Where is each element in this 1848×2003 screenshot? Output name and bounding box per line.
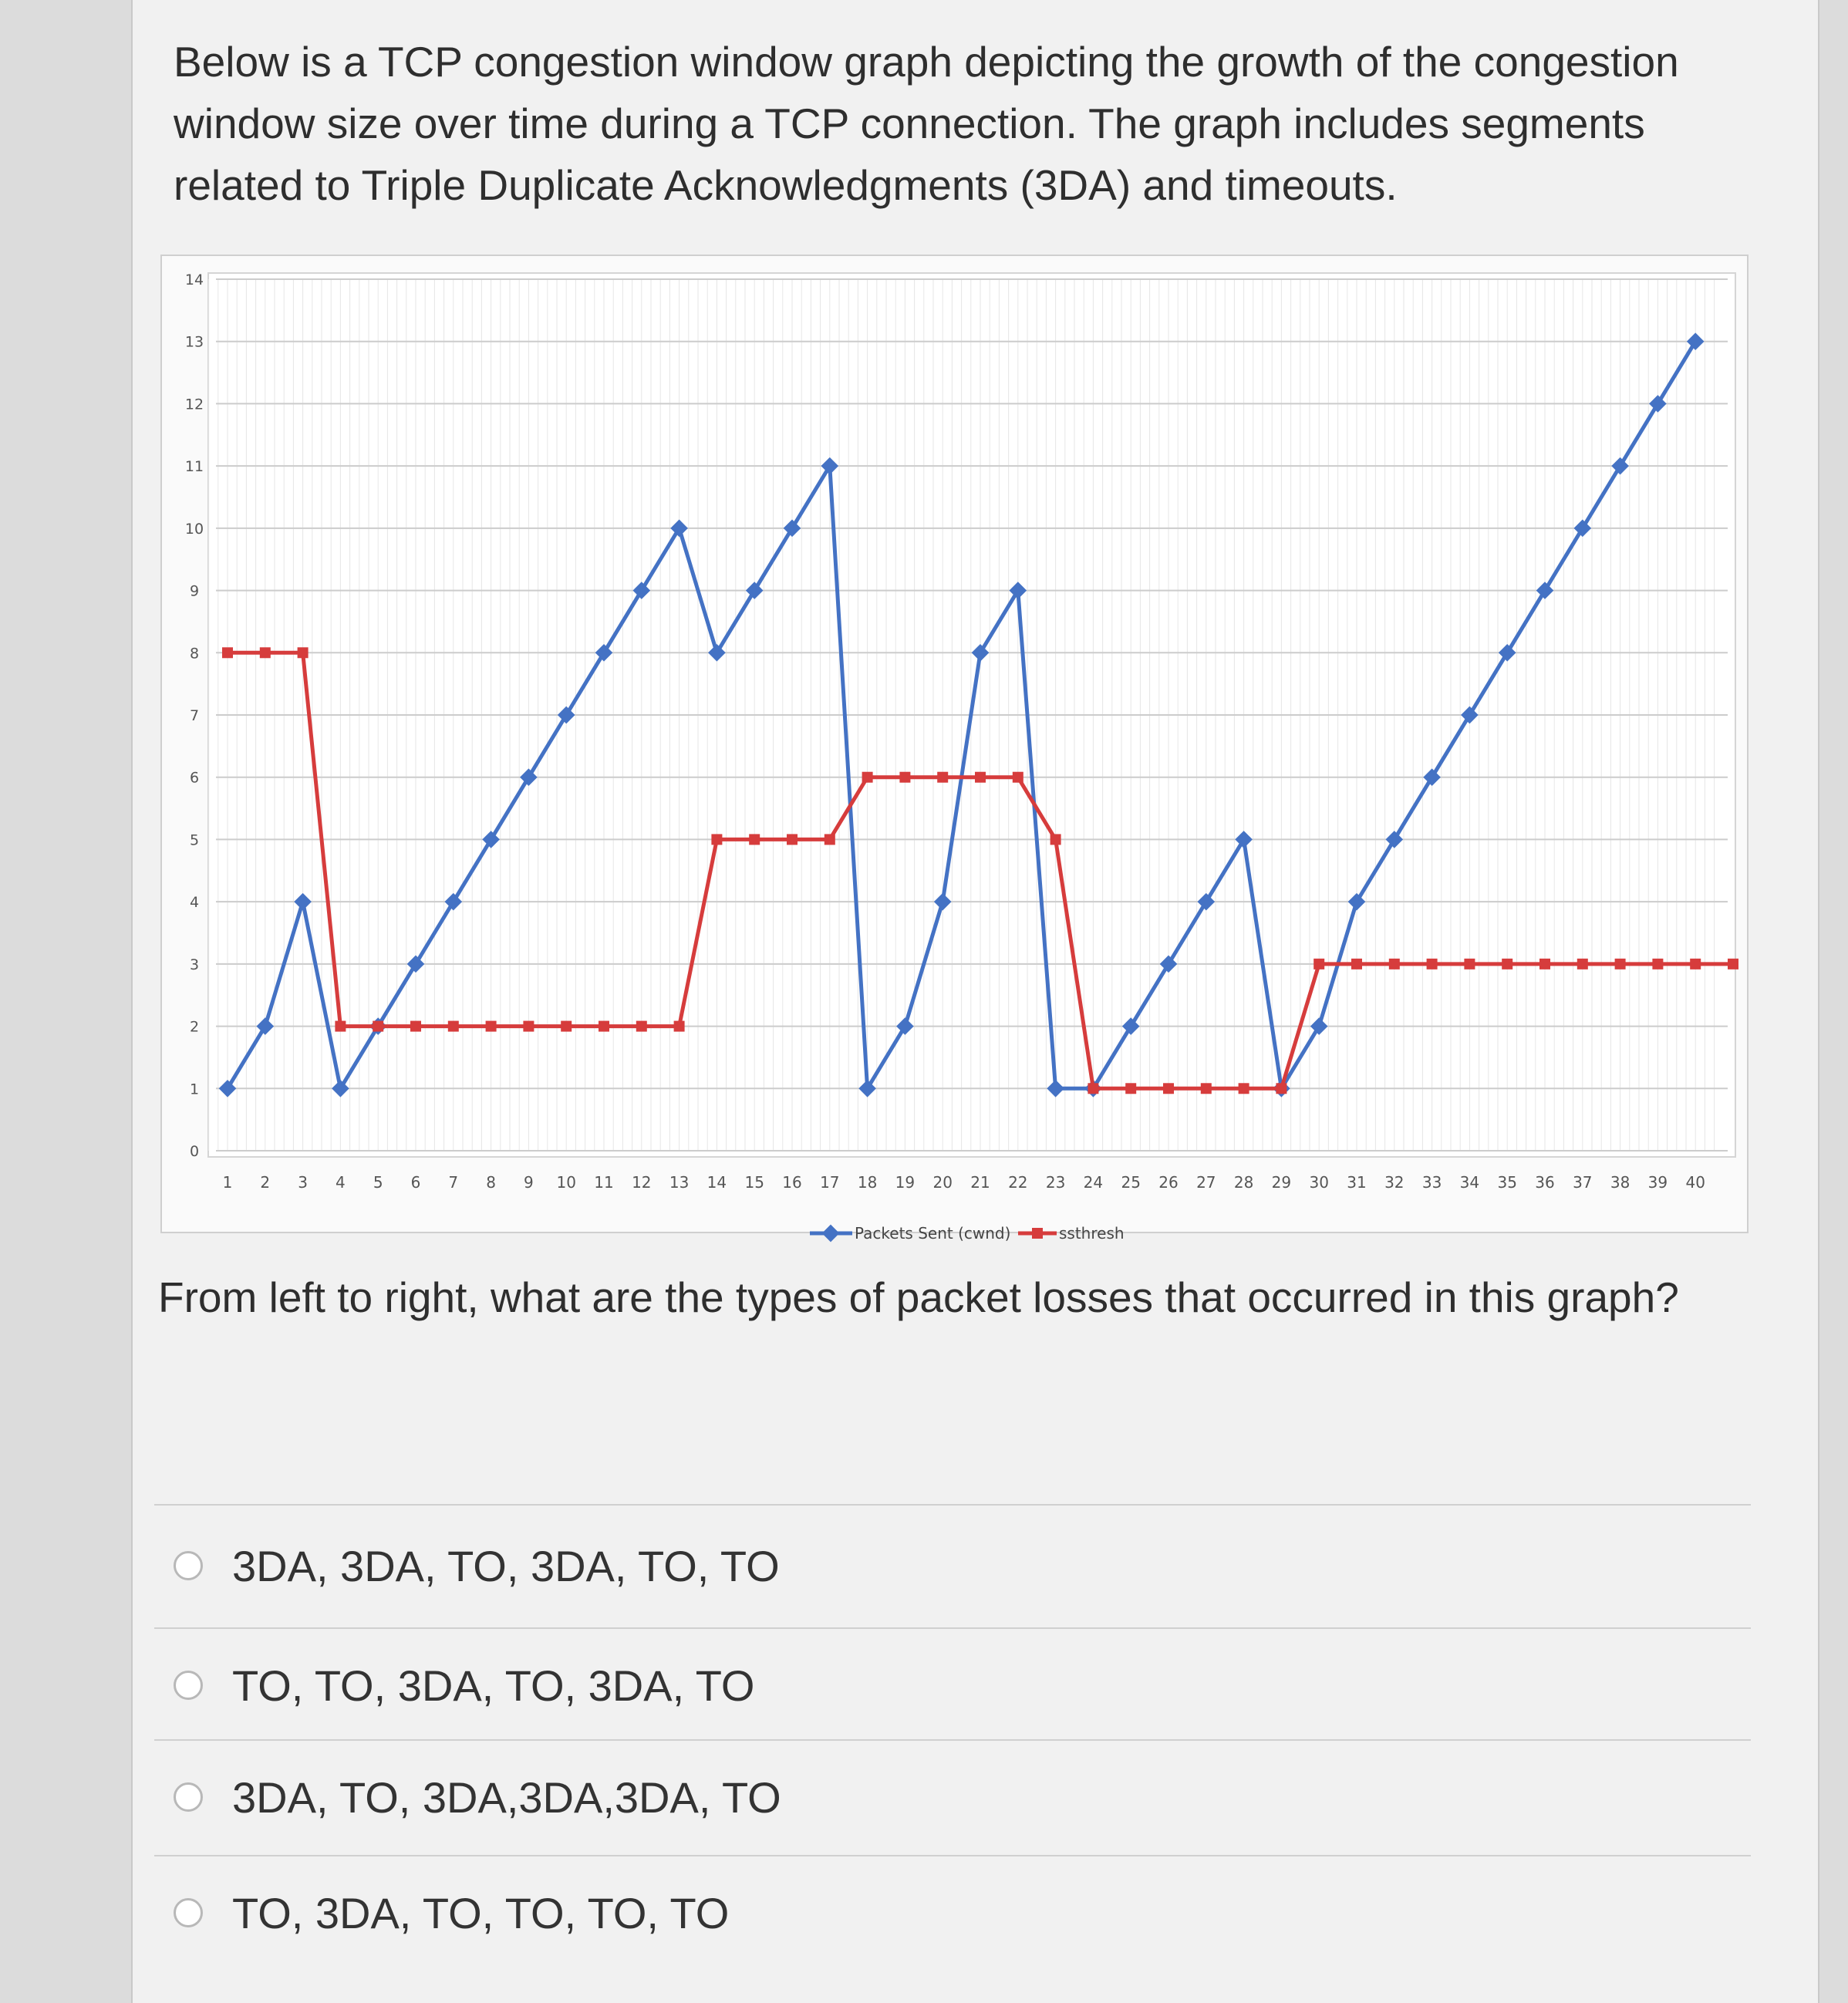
data-point-ssthresh <box>1464 959 1475 969</box>
x-tick-label: 19 <box>895 1173 916 1192</box>
y-tick-label: 12 <box>184 396 204 413</box>
option-label: TO, TO, 3DA, TO, 3DA, TO <box>232 1661 755 1710</box>
data-point-ssthresh <box>711 834 722 845</box>
option-3[interactable] <box>174 1770 781 1824</box>
x-tick-label: 14 <box>706 1173 727 1192</box>
x-tick-label: 18 <box>857 1173 878 1192</box>
x-tick-label: 5 <box>373 1173 383 1192</box>
x-tick-label: 3 <box>298 1173 308 1192</box>
x-tick-label: 12 <box>632 1173 652 1192</box>
x-tick-label: 16 <box>782 1173 802 1192</box>
data-point-ssthresh <box>1276 1083 1287 1094</box>
x-tick-label: 13 <box>669 1173 690 1192</box>
radio-button[interactable] <box>174 1898 203 1927</box>
x-tick-label: 31 <box>1347 1173 1367 1192</box>
y-tick-label: 13 <box>184 333 204 351</box>
x-tick-label: 9 <box>524 1173 534 1192</box>
x-tick-label: 21 <box>970 1173 990 1192</box>
cwnd-chart <box>162 256 1747 1243</box>
data-point-ssthresh <box>1577 959 1588 969</box>
data-point-ssthresh <box>862 772 873 783</box>
question-intro: Below is a TCP congestion window graph depicting the growth of the congestion window size over time during a TCP connection. The graph includes segments related to Triple Duplicate Acknowledgments (3DA) and timeouts. <box>174 38 1679 209</box>
y-tick-label: 5 <box>189 831 200 849</box>
x-tick-label: 40 <box>1685 1173 1705 1192</box>
separator <box>154 1855 1751 1856</box>
legend-label-cwnd: Packets Sent (cwnd) <box>855 1224 1011 1243</box>
x-tick-label: 6 <box>410 1173 421 1192</box>
legend-marker-ssthresh <box>1032 1228 1043 1239</box>
x-tick-label: 7 <box>448 1173 459 1192</box>
x-tick-label: 20 <box>932 1173 953 1192</box>
x-tick-label: 35 <box>1497 1173 1517 1192</box>
data-point-ssthresh <box>1427 959 1438 969</box>
x-tick-label: 23 <box>1045 1173 1066 1192</box>
data-point-ssthresh <box>636 1021 647 1032</box>
radio-button[interactable] <box>174 1782 203 1812</box>
data-point-ssthresh <box>1239 1083 1249 1094</box>
x-tick-label: 34 <box>1459 1173 1480 1192</box>
x-tick-label: 29 <box>1271 1173 1292 1192</box>
radio-button[interactable] <box>174 1671 203 1700</box>
x-tick-label: 36 <box>1535 1173 1555 1192</box>
y-tick-label: 1 <box>189 1081 200 1098</box>
legend-label-ssthresh: ssthresh <box>1059 1224 1125 1243</box>
x-tick-label: 28 <box>1233 1173 1254 1192</box>
data-point-ssthresh <box>1539 959 1550 969</box>
x-tick-label: 26 <box>1158 1173 1179 1192</box>
x-tick-label: 17 <box>820 1173 840 1192</box>
y-tick-label: 9 <box>189 582 200 600</box>
question-prompt: From left to right, what are the types of packet losses that occurred in this graph? <box>158 1273 1679 1321</box>
data-point-ssthresh <box>561 1021 572 1032</box>
data-point-ssthresh <box>1652 959 1663 969</box>
data-point-ssthresh <box>1163 1083 1174 1094</box>
option-label: TO, 3DA, TO, TO, TO, TO <box>232 1888 730 1937</box>
data-point-ssthresh <box>298 647 309 658</box>
x-tick-label: 15 <box>744 1173 764 1192</box>
data-point-ssthresh <box>1013 772 1023 783</box>
data-point-ssthresh <box>523 1021 534 1032</box>
y-tick-label: 8 <box>189 645 200 663</box>
option-label: 3DA, 3DA, TO, 3DA, TO, TO <box>232 1541 780 1590</box>
chart-container <box>160 255 1749 1243</box>
x-tick-label: 10 <box>556 1173 576 1192</box>
radio-button[interactable] <box>174 1551 203 1580</box>
data-point-ssthresh <box>1125 1083 1136 1094</box>
data-point-ssthresh <box>1389 959 1400 969</box>
data-point-ssthresh <box>410 1021 421 1032</box>
separator <box>154 1504 1751 1506</box>
y-tick-label: 3 <box>189 956 200 973</box>
data-point-ssthresh <box>937 772 948 783</box>
option-1[interactable] <box>174 1539 780 1593</box>
y-tick-label: 10 <box>184 520 204 538</box>
option-label: 3DA, TO, 3DA,3DA,3DA, TO <box>232 1772 781 1822</box>
x-tick-label: 27 <box>1196 1173 1216 1192</box>
data-point-ssthresh <box>1201 1083 1212 1094</box>
x-tick-label: 38 <box>1610 1173 1630 1192</box>
x-tick-label: 22 <box>1008 1173 1028 1192</box>
y-tick-label: 14 <box>184 271 204 288</box>
data-point-ssthresh <box>674 1021 685 1032</box>
data-point-ssthresh <box>486 1021 497 1032</box>
data-point-ssthresh <box>599 1021 609 1032</box>
x-tick-label: 8 <box>486 1173 496 1192</box>
x-tick-label: 24 <box>1083 1173 1104 1192</box>
x-tick-label: 30 <box>1309 1173 1329 1192</box>
x-tick-label: 33 <box>1421 1173 1442 1192</box>
y-tick-label: 2 <box>189 1018 200 1036</box>
x-tick-label: 2 <box>260 1173 271 1192</box>
data-point-ssthresh <box>1351 959 1362 969</box>
data-point-ssthresh <box>1690 959 1701 969</box>
data-point-ssthresh <box>335 1021 346 1032</box>
data-point-ssthresh <box>1615 959 1626 969</box>
y-tick-label: 11 <box>184 458 204 476</box>
x-tick-label: 32 <box>1384 1173 1405 1192</box>
option-4[interactable] <box>174 1886 729 1940</box>
data-point-ssthresh <box>448 1021 459 1032</box>
x-tick-label: 37 <box>1573 1173 1593 1192</box>
y-tick-label: 4 <box>189 894 200 912</box>
data-point-ssthresh <box>1728 959 1738 969</box>
data-point-ssthresh <box>1502 959 1512 969</box>
x-tick-label: 1 <box>222 1173 233 1192</box>
x-tick-label: 11 <box>594 1173 614 1192</box>
x-tick-label: 25 <box>1121 1173 1141 1192</box>
data-point-ssthresh <box>1088 1083 1098 1094</box>
data-point-ssthresh <box>825 834 835 845</box>
x-tick-label: 39 <box>1647 1173 1668 1192</box>
y-tick-label: 7 <box>189 707 200 724</box>
separator <box>154 1739 1751 1741</box>
data-point-ssthresh <box>787 834 798 845</box>
data-point-ssthresh <box>260 647 271 658</box>
option-2[interactable] <box>174 1658 754 1712</box>
data-point-ssthresh <box>749 834 760 845</box>
data-point-ssthresh <box>373 1021 383 1032</box>
separator <box>154 1627 1751 1629</box>
y-tick-label: 6 <box>189 769 200 787</box>
data-point-ssthresh <box>222 647 233 658</box>
data-point-ssthresh <box>899 772 910 783</box>
data-point-ssthresh <box>1313 959 1324 969</box>
x-tick-label: 4 <box>336 1173 346 1192</box>
data-point-ssthresh <box>1050 834 1061 845</box>
y-tick-label: 0 <box>189 1143 200 1160</box>
data-point-ssthresh <box>975 772 986 783</box>
